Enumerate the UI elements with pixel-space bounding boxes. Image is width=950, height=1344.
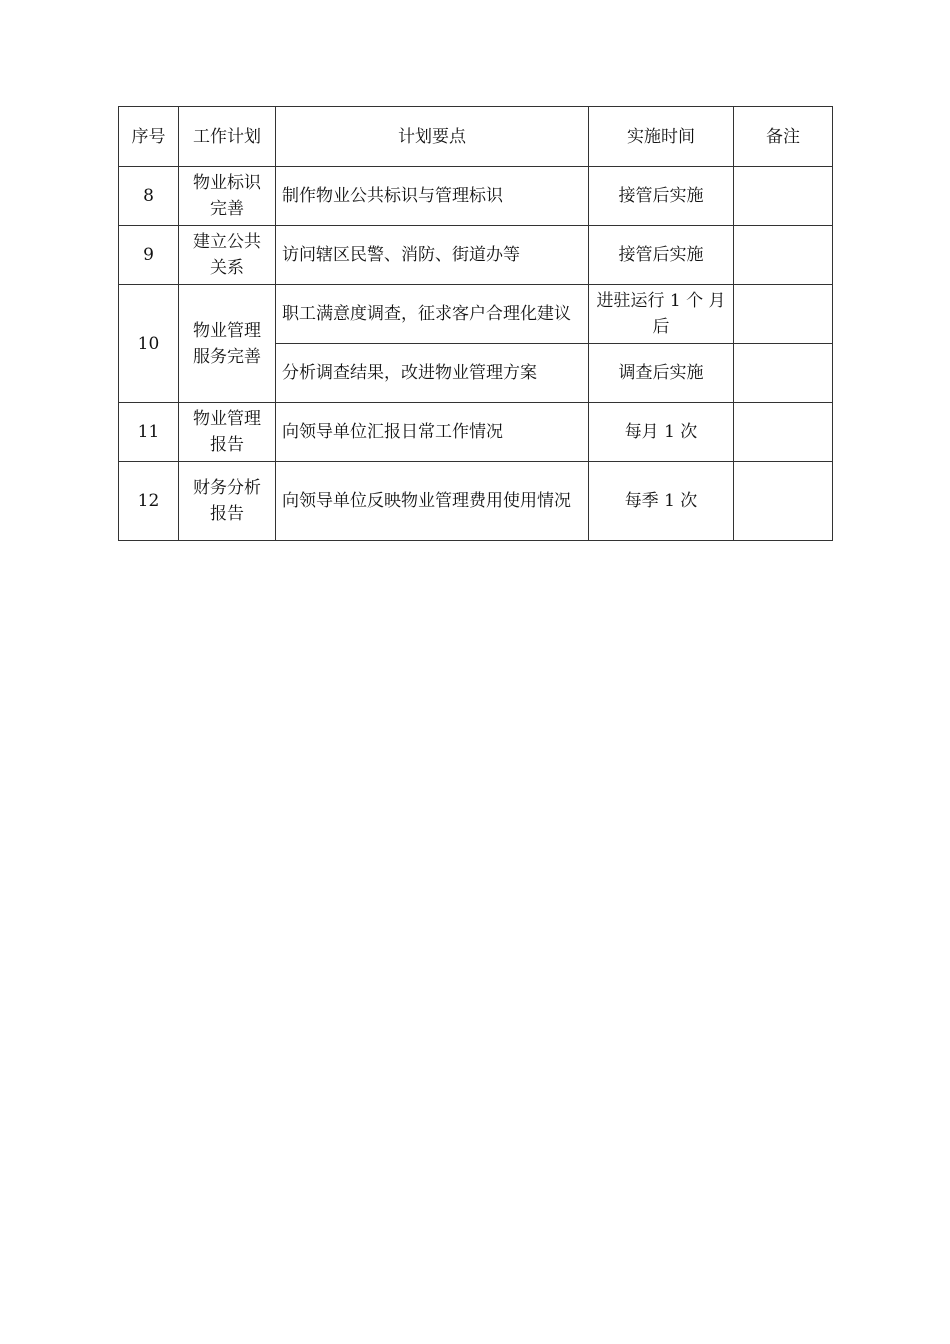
row-notes: [734, 285, 833, 344]
table-row: [119, 167, 833, 226]
table-row: [119, 462, 833, 541]
table-row: [119, 226, 833, 285]
table-row: [119, 285, 833, 344]
row-notes: [734, 462, 833, 541]
row-no: 8: [119, 167, 179, 226]
row-point: 制作物业公共标识与管理标识: [276, 167, 589, 226]
row-no: 12: [119, 462, 179, 541]
row-no: 11: [119, 403, 179, 462]
row-time: 调查后实施: [589, 344, 734, 403]
row-notes: [734, 344, 833, 403]
header-no: 序号: [119, 107, 179, 167]
header-notes: 备注: [734, 107, 833, 167]
row-point: 向领导单位汇报日常工作情况: [276, 403, 589, 462]
row-plan: 物业管理报告: [179, 403, 276, 462]
row-notes: [734, 226, 833, 285]
row-plan: 物业管理服务完善: [179, 285, 276, 403]
row-point: 职工满意度调查，征求客户合理化建议: [276, 285, 589, 344]
row-plan: 建立公共关系: [179, 226, 276, 285]
row-time: 每季 1 次: [589, 462, 734, 541]
header-time: 实施时间: [589, 107, 734, 167]
row-notes: [734, 167, 833, 226]
row-point: 访问辖区民警、消防、街道办等: [276, 226, 589, 285]
row-plan: 财务分析报告: [179, 462, 276, 541]
row-notes: [734, 403, 833, 462]
table-header-row: [119, 107, 833, 167]
work-plan-table: [118, 106, 833, 541]
row-point: 向领导单位反映物业管理费用使用情况: [276, 462, 589, 541]
row-no: 10: [119, 285, 179, 403]
row-time: 每月 1 次: [589, 403, 734, 462]
row-no: 9: [119, 226, 179, 285]
row-time: 接管后实施: [589, 226, 734, 285]
header-plan: 工作计划: [179, 107, 276, 167]
row-plan: 物业标识完善: [179, 167, 276, 226]
row-time: 进驻运行 1 个 月后: [589, 285, 734, 344]
row-time: 接管后实施: [589, 167, 734, 226]
table-row: [119, 403, 833, 462]
row-point: 分析调查结果，改进物业管理方案: [276, 344, 589, 403]
header-points: 计划要点: [276, 107, 589, 167]
